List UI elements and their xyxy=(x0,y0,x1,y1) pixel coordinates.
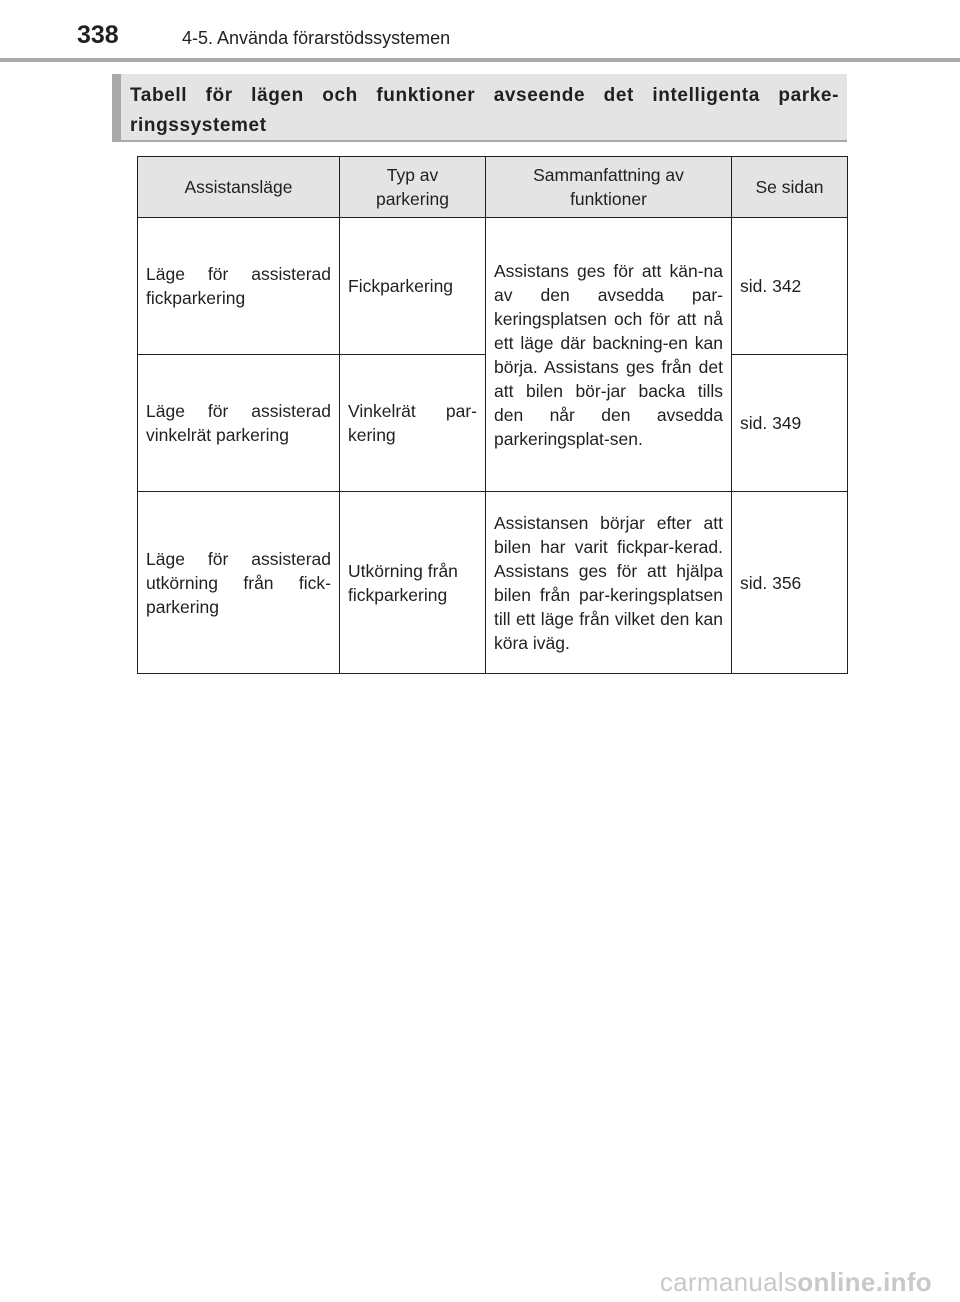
mode-cell: Läge för assisterad utkörning från fick-parkering xyxy=(138,492,340,674)
table-heading-box xyxy=(112,74,847,142)
watermark-prefix: carmanuals xyxy=(659,1267,798,1297)
type-cell: Fickparkering xyxy=(340,218,486,355)
summary-cell: Assistans ges för att kän-na av den avsedda par-keringsplatsen och för att nå ett läge där backning-en kan börja. Assistans ges från det att bilen bör-jar backa tills den når den avsedda parkeringsplat-sen. xyxy=(486,218,732,492)
section-title: 4-5. Använda förarstödssystemen xyxy=(182,28,451,48)
page-reference-cell: sid. 356 xyxy=(732,492,848,674)
page-reference-cell: sid. 349 xyxy=(732,355,848,492)
mode-cell: Läge för assisterad fickparkering xyxy=(138,218,340,355)
heading-accent-bar xyxy=(112,74,121,140)
table-header-row xyxy=(138,157,848,218)
page-number: 338 xyxy=(77,21,119,49)
column-header-summary: Sammanfattning av funktioner xyxy=(486,157,732,218)
page-reference-cell: sid. 342 xyxy=(732,218,848,355)
type-cell: Vinkelrät par-kering xyxy=(340,355,486,492)
header-divider xyxy=(0,58,960,62)
table-row xyxy=(138,492,848,674)
table-heading: Tabell för lägen och funktioner avseende det intelligenta parke-ringssystemet xyxy=(130,85,839,136)
column-header-mode: Assistansläge xyxy=(138,157,340,218)
table-row xyxy=(138,218,848,355)
watermark xyxy=(660,1267,932,1298)
mode-cell: Läge för assisterad vinkelrät parkering xyxy=(138,355,340,492)
type-cell: Utkörning från fickparkering xyxy=(340,492,486,674)
summary-cell: Assistansen börjar efter att bilen har varit fickpar-kerad. Assistans ges för att hjälpa bilen från par-keringsplatsen till ett läge från vilket den kan köra iväg. xyxy=(486,492,732,674)
column-header-type: Typ av parkering xyxy=(340,157,486,218)
watermark-suffix: online.info xyxy=(797,1267,932,1297)
column-header-page: Se sidan xyxy=(732,157,848,218)
parking-modes-table xyxy=(137,156,848,674)
